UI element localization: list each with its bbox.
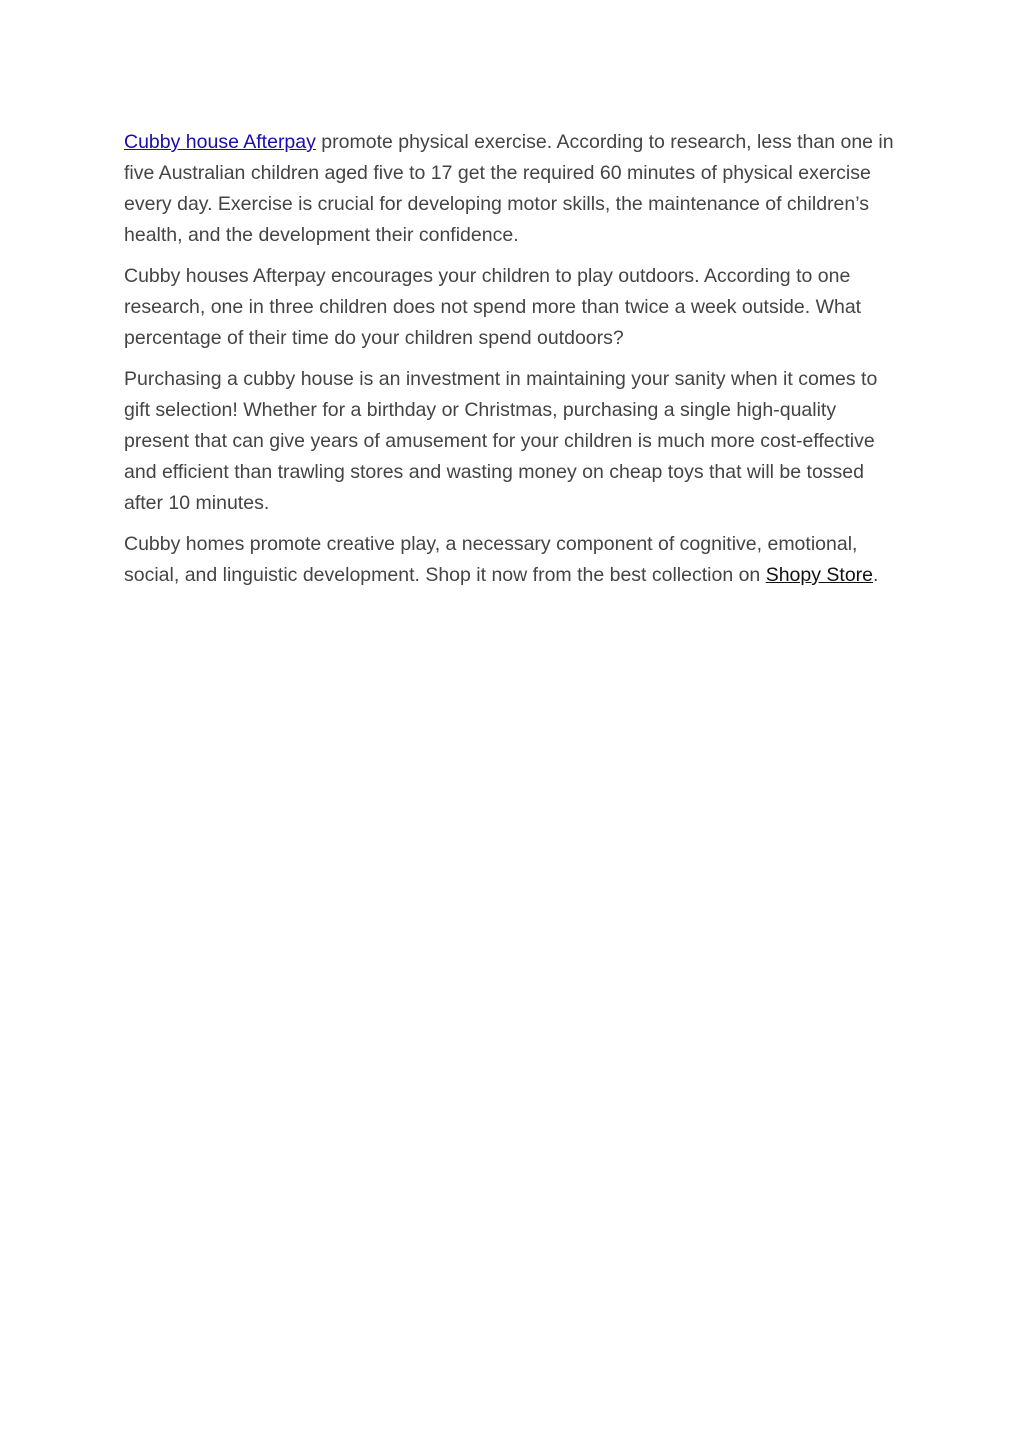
paragraph-1-text: promote physical exercise. According to research, less than one in five Australian children aged five to 17 get the required 60 minutes of physical exercise every day. Exercise is crucial for developing motor skills, the maintenance of children’s health, and the development their confidence. [124,131,894,246]
cubby-house-afterpay-link[interactable]: Cubby house Afterpay [124,131,316,153]
paragraph-1 [124,127,904,251]
shopy-store-link[interactable]: Shopy Store [765,564,874,586]
paragraph-3-text: Purchasing a cubby house is an investment in maintaining your sanity when it comes to gift selection! Whether for a birthday or Christmas, purchasing a single high-quality present that can give years of amusement for your children is much more cost-effective and efficient than trawling stores and wasting money on cheap toys that will be tossed after 10 minutes. [124,368,878,514]
paragraph-4-text: Cubby homes promote creative play, a necessary component of cognitive, emotional, social, and linguistic development. Shop it now from the best collection on [124,533,858,586]
paragraph-2-text: Cubby houses Afterpay encourages your children to play outdoors. According to one research, one in three children does not spend more than twice a week outside. What percentage of their time do your children spend outdoors? [124,265,862,349]
paragraph-2 [124,261,904,354]
paragraph-4 [124,529,904,591]
paragraph-3 [124,364,904,519]
article-body [124,127,904,601]
paragraph-4-end: . [873,564,879,586]
